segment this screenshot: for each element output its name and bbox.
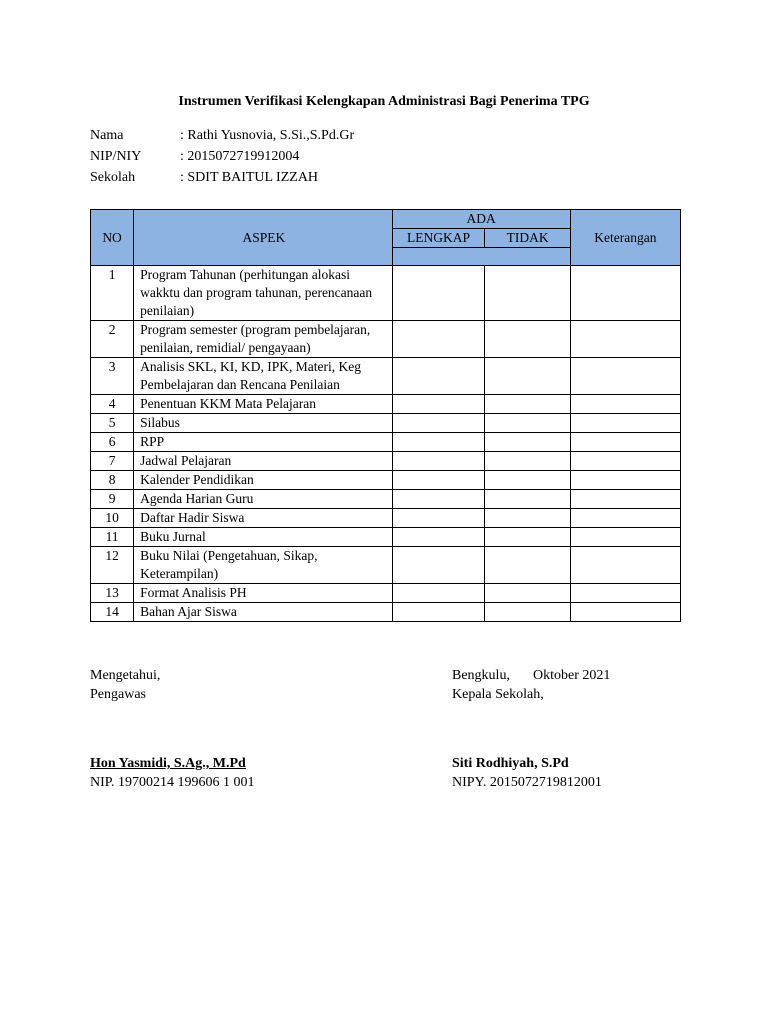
table-row: [91, 452, 681, 471]
row-lengkap-cell: [392, 414, 485, 433]
table-row: [91, 358, 681, 395]
right-place: Bengkulu,: [452, 668, 510, 683]
row-lengkap-cell: [392, 584, 485, 603]
row-lengkap-cell: [392, 509, 485, 528]
info-label-sekolah: Sekolah: [90, 170, 136, 185]
table-row: [91, 490, 681, 509]
row-no: 3: [91, 358, 134, 395]
row-keterangan-cell: [570, 603, 680, 622]
row-keterangan-cell: [570, 433, 680, 452]
table-row: [91, 584, 681, 603]
row-tidak-cell: [485, 547, 570, 584]
header-aspek: ASPEK: [134, 210, 392, 266]
row-tidak-cell: [485, 603, 570, 622]
row-keterangan-cell: [570, 547, 680, 584]
row-lengkap-cell: [392, 395, 485, 414]
row-no: 12: [91, 547, 134, 584]
left-pengawas: Pengawas: [90, 687, 146, 702]
row-aspek: Kalender Pendidikan: [134, 471, 392, 490]
header-lengkap: LENGKAP: [392, 229, 485, 248]
header-keterangan: Keterangan: [570, 210, 680, 266]
table-row: [91, 433, 681, 452]
info-value-nip: : 2015072719912004: [180, 149, 300, 164]
row-tidak-cell: [485, 452, 570, 471]
row-tidak-cell: [485, 321, 570, 358]
row-keterangan-cell: [570, 584, 680, 603]
row-keterangan-cell: [570, 358, 680, 395]
row-lengkap-cell: [392, 433, 485, 452]
table-row: [91, 547, 681, 584]
row-keterangan-cell: [570, 509, 680, 528]
row-aspek: Format Analisis PH: [134, 584, 392, 603]
table-row: [91, 395, 681, 414]
table-row: [91, 528, 681, 547]
row-keterangan-cell: [570, 321, 680, 358]
row-lengkap-cell: [392, 490, 485, 509]
row-tidak-cell: [485, 509, 570, 528]
row-aspek: Program Tahunan (perhitungan alokasi wakktu dan program tahunan, perencanaan penilaian): [134, 266, 392, 321]
table-row: [91, 321, 681, 358]
row-lengkap-cell: [392, 528, 485, 547]
row-tidak-cell: [485, 395, 570, 414]
row-aspek: Program semester (program pembelajaran, penilaian, remidial/ pengayaan): [134, 321, 392, 358]
row-no: 8: [91, 471, 134, 490]
row-no: 14: [91, 603, 134, 622]
row-aspek: Buku Nilai (Pengetahuan, Sikap, Keterampilan): [134, 547, 392, 584]
row-keterangan-cell: [570, 452, 680, 471]
right-signer-name: Siti Rodhiyah, S.Pd: [452, 756, 569, 771]
row-lengkap-cell: [392, 358, 485, 395]
row-no: 5: [91, 414, 134, 433]
row-lengkap-cell: [392, 471, 485, 490]
header-tidak: TIDAK: [485, 229, 570, 248]
row-tidak-cell: [485, 266, 570, 321]
row-keterangan-cell: [570, 471, 680, 490]
table-row: [91, 509, 681, 528]
row-no: 4: [91, 395, 134, 414]
row-lengkap-cell: [392, 547, 485, 584]
row-tidak-cell: [485, 358, 570, 395]
left-signer-nip: NIP. 19700214 199606 1 001: [90, 775, 255, 790]
left-mengetahui: Mengetahui,: [90, 668, 161, 683]
row-keterangan-cell: [570, 395, 680, 414]
info-label-nama: Nama: [90, 128, 124, 143]
table-row: [91, 266, 681, 321]
right-signer-nipy: NIPY. 2015072719812001: [452, 775, 602, 790]
row-aspek: RPP: [134, 433, 392, 452]
row-lengkap-cell: [392, 452, 485, 471]
table-row: [91, 414, 681, 433]
header-ada-blank: [392, 248, 570, 266]
row-tidak-cell: [485, 584, 570, 603]
row-no: 10: [91, 509, 134, 528]
header-ada: ADA: [392, 210, 570, 229]
table-row: [91, 471, 681, 490]
row-aspek: Buku Jurnal: [134, 528, 392, 547]
verification-table: [90, 209, 681, 622]
left-signer-name: Hon Yasmidi, S.Ag., M.Pd: [90, 756, 246, 771]
row-aspek: Bahan Ajar Siswa: [134, 603, 392, 622]
row-lengkap-cell: [392, 266, 485, 321]
row-aspek: Agenda Harian Guru: [134, 490, 392, 509]
row-keterangan-cell: [570, 266, 680, 321]
row-lengkap-cell: [392, 321, 485, 358]
row-tidak-cell: [485, 471, 570, 490]
row-tidak-cell: [485, 528, 570, 547]
document-title: Instrumen Verifikasi Kelengkapan Administrasi Bagi Penerima TPG: [178, 94, 590, 109]
row-no: 2: [91, 321, 134, 358]
row-no: 6: [91, 433, 134, 452]
row-aspek: Silabus: [134, 414, 392, 433]
row-tidak-cell: [485, 433, 570, 452]
right-date: Oktober 2021: [533, 668, 611, 683]
row-no: 1: [91, 266, 134, 321]
right-kepala-sekolah: Kepala Sekolah,: [452, 687, 544, 702]
row-tidak-cell: [485, 414, 570, 433]
row-aspek: Daftar Hadir Siswa: [134, 509, 392, 528]
row-keterangan-cell: [570, 528, 680, 547]
info-value-sekolah: : SDIT BAITUL IZZAH: [180, 170, 319, 185]
header-no: NO: [91, 210, 134, 266]
row-no: 11: [91, 528, 134, 547]
row-no: 13: [91, 584, 134, 603]
row-aspek: Jadwal Pelajaran: [134, 452, 392, 471]
row-keterangan-cell: [570, 490, 680, 509]
row-lengkap-cell: [392, 603, 485, 622]
row-aspek: Analisis SKL, KI, KD, IPK, Materi, Keg Pembelajaran dan Rencana Penilaian: [134, 358, 392, 395]
table-row: [91, 603, 681, 622]
row-tidak-cell: [485, 490, 570, 509]
row-no: 7: [91, 452, 134, 471]
row-aspek: Penentuan KKM Mata Pelajaran: [134, 395, 392, 414]
row-keterangan-cell: [570, 414, 680, 433]
info-value-nama: : Rathi Yusnovia, S.Si.,S.Pd.Gr: [180, 128, 355, 143]
row-no: 9: [91, 490, 134, 509]
info-label-nip: NIP/NIY: [90, 149, 142, 164]
